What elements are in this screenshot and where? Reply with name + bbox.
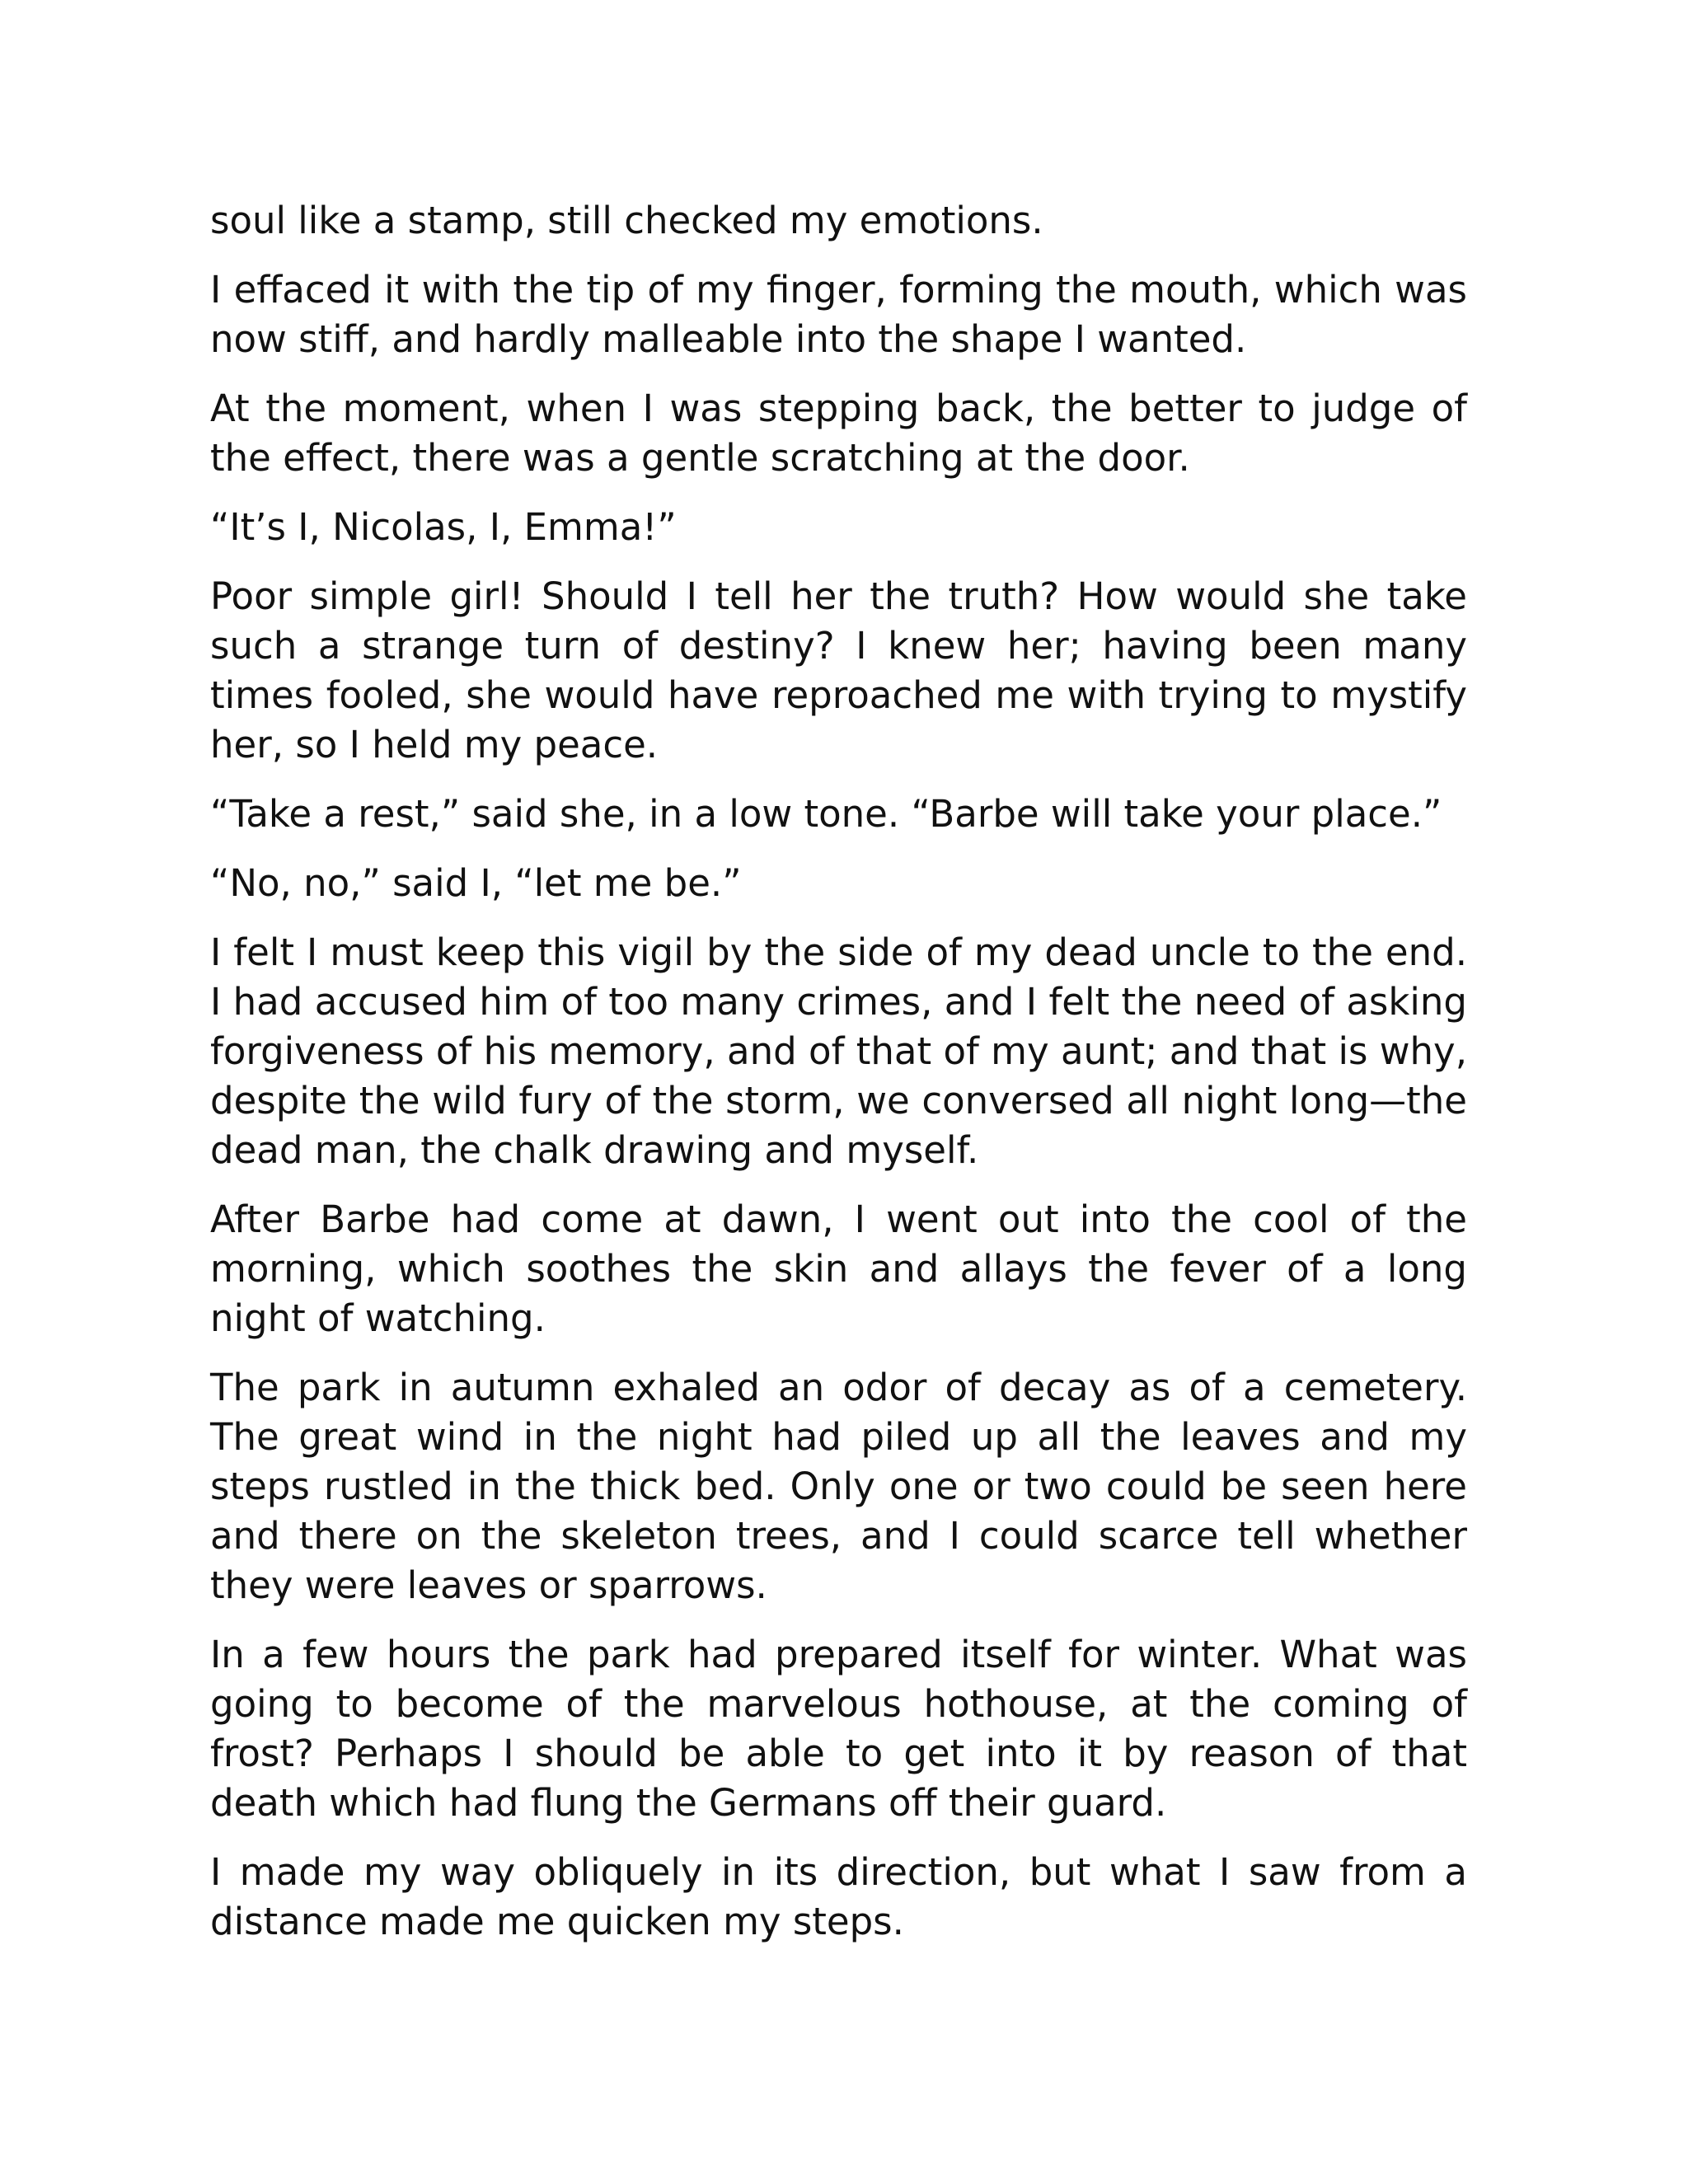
paragraph-6: “Take a rest,” said she, in a low tone. “Barbe will take your place.” xyxy=(210,792,1442,836)
paragraph-12: I made my way obliquely in its direction, but what I saw from a distance made me quicken my steps. xyxy=(210,1850,1467,1943)
paragraph-2: I effaced it with the tip of my finger, forming the mouth, which was now stiff, and hardly malleable into the shape I wanted. xyxy=(210,268,1467,361)
paragraph-9: After Barbe had come at dawn, I went out into the cool of the morning, which soothes the skin and allays the fever of a long night of watching. xyxy=(210,1197,1467,1340)
paragraph-3: At the moment, when I was stepping back, the better to judge of the effect, there was a gentle scratching at the door. xyxy=(210,387,1467,480)
document-page xyxy=(210,196,1467,1966)
paragraph-11: In a few hours the park had prepared itself for winter. What was going to become of the marvelous hothouse, at the coming of frost? Perhaps I should be able to get into it by reason of that death which had flung the Germans off their guard. xyxy=(210,1633,1467,1825)
paragraph-10: The park in autumn exhaled an odor of decay as of a cemetery. The great wind in the night had piled up all the leaves and my steps rustled in the thick bed. Only one or two could be seen here and there on the skeleton trees, and I could scarce tell whether they were leaves or sparrows. xyxy=(210,1366,1467,1607)
paragraph-8: I felt I must keep this vigil by the side of my dead uncle to the end. I had accused him of too many crimes, and I felt the need of asking forgiveness of his memory, and of that of my aunt; and that is why, despite the wild fury of the storm, we conversed all night long—the dead man, the chalk drawing and myself. xyxy=(210,930,1467,1172)
paragraph-7: “No, no,” said I, “let me be.” xyxy=(210,861,742,905)
paragraph-5: Poor simple girl! Should I tell her the truth? How would she take such a strange turn of destiny? I knew her; having been many times fooled, she would have reproached me with trying to mystify her, so I held my peace. xyxy=(210,574,1467,766)
paragraph-1: soul like a stamp, still checked my emotions. xyxy=(210,199,1043,242)
paragraph-4: “It’s I, Nicolas, I, Emma!” xyxy=(210,505,677,549)
